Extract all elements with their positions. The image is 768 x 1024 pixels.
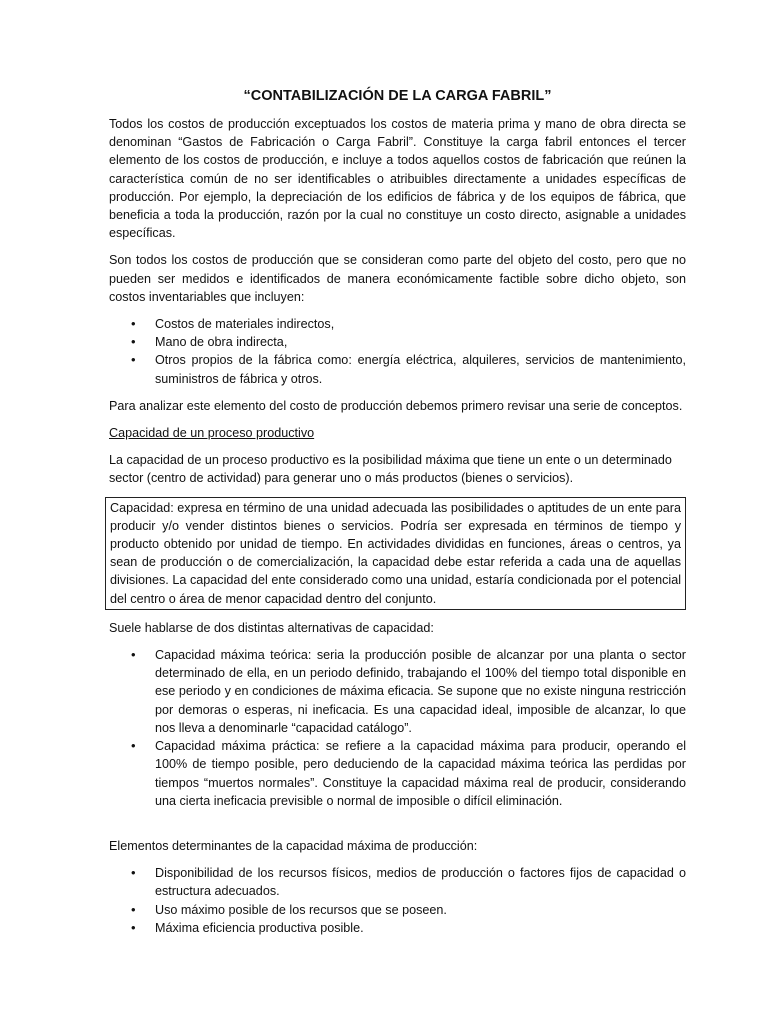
list-item-text: Capacidad máxima teórica: seria la producción posible de alcanzar por una planta o sector determinado de ella, en un periodo definido, trabajando el 100% del tiempo total disponible en ese periodo y en condiciones de máxima eficacia. Se supone que no existe ninguna restricción por demoras o esperas, ni ineficacia. Es una capacidad ideal, imposible de alcanzar, lo que nos lleva a denominarle “capacidad catálogo”. — [155, 648, 686, 735]
bullet-icon: • — [131, 738, 136, 754]
bullet-list-elementos — [109, 864, 686, 937]
list-item-text: Costos de materiales indirectos, — [155, 317, 335, 332]
paragraph-alternativas: Suele hablarse de dos distintas alternativas de capacidad: — [109, 620, 434, 635]
paragraph-intro: Todos los costos de producción exceptuados los costos de materia prima y mano de obra directa se denominan “Gastos de Fabricación o Carga Fabril”. Constituye la carga fabril entonces el tercer elemento de los costos de producción, e incluye a todos aquellos costos de fabricación que reúnen la característica común de no ser identificables o atribuibles directamente a unidades específicas de producción. Por ejemplo, la depreciación de los edificios de fábrica y de los equipos de fábrica, que beneficia a toda la producción, razón por la cual no constituye un costo directo, asignable a unidades específicas. — [109, 117, 686, 241]
paragraph-elementos: Elementos determinantes de la capacidad máxima de producción: — [109, 838, 478, 853]
list-item — [109, 737, 686, 810]
list-item — [109, 333, 686, 351]
list-item-text: Máxima eficiencia productiva posible. — [155, 920, 364, 935]
list-item-text: Uso máximo posible de los recursos que se poseen. — [155, 902, 447, 917]
list-item-text: Mano de obra indirecta, — [155, 335, 288, 350]
paragraph-conceptos: Para analizar este elemento del costo de producción debemos primero revisar una serie de conceptos. — [109, 398, 683, 413]
bullet-icon: • — [131, 334, 136, 350]
paragraph-capacidad-definicion: La capacidad de un proceso productivo es la posibilidad máxima que tiene un ente o un determinado sector (centro de actividad) para generar uno o más productos (bienes o servicios). — [109, 453, 672, 486]
spacer — [109, 819, 686, 837]
list-item — [109, 901, 686, 919]
list-item-text: Otros propios de la fábrica como: energía eléctrica, alquileres, servicios de mantenimiento, suministros de fábrica y otros. — [155, 353, 686, 386]
section-subheading: Capacidad de un proceso productivo — [109, 426, 315, 441]
list-item — [109, 351, 686, 387]
list-item — [109, 315, 686, 333]
bullet-icon: • — [131, 647, 136, 663]
document-page — [109, 86, 686, 946]
bullet-icon: • — [131, 901, 136, 917]
list-item — [109, 864, 686, 900]
bullet-icon: • — [131, 919, 136, 935]
list-item-text: Disponibilidad de los recursos físicos, medios de producción o factores fijos de capacidad o estructura adecuados. — [155, 866, 686, 899]
document-title: “CONTABILIZACIÓN DE LA CARGA FABRIL” — [243, 88, 552, 104]
bullet-list-capacidad — [109, 646, 686, 810]
bullet-list-costos — [109, 315, 686, 388]
boxed-definition: Capacidad: expresa en término de una unidad adecuada las posibilidades o aptitudes de un ente para producir y/o vender distintos bienes o servicios. Podría ser expresada en términos de tiempo y producto obtenido por unidad de tiempo. En actividades divididas en funciones, áreas o centros, ya sean de producción o de comercialización, la capacidad debe estar referida a cada una de aquellas divisiones. La capacidad del ente considerado como una unidad, estaría condicionada por el potencial del centro o área de menor capacidad dentro del conjunto. — [105, 497, 686, 610]
list-item — [109, 919, 686, 937]
bullet-icon: • — [131, 316, 136, 332]
bullet-icon: • — [131, 352, 136, 368]
list-item — [109, 646, 686, 737]
list-item-text: Capacidad máxima práctica: se refiere a la capacidad máxima para producir, operando el 100% de tiempo posible, pero deduciendo de la capacidad máxima teórica las perdidas por tiempos “muertos normales”. Constituye la capacidad máxima real de producir, considerando una cierta ineficacia previsible o normal de imposible o difícil eliminación. — [155, 739, 686, 808]
paragraph-inventariables: Son todos los costos de producción que se consideran como parte del objeto del costo, pero que no pueden ser medidos e identificados de manera económicamente factible sobre dicho objeto, son costos inventariables que incluyen: — [109, 253, 686, 304]
bullet-icon: • — [131, 865, 136, 881]
